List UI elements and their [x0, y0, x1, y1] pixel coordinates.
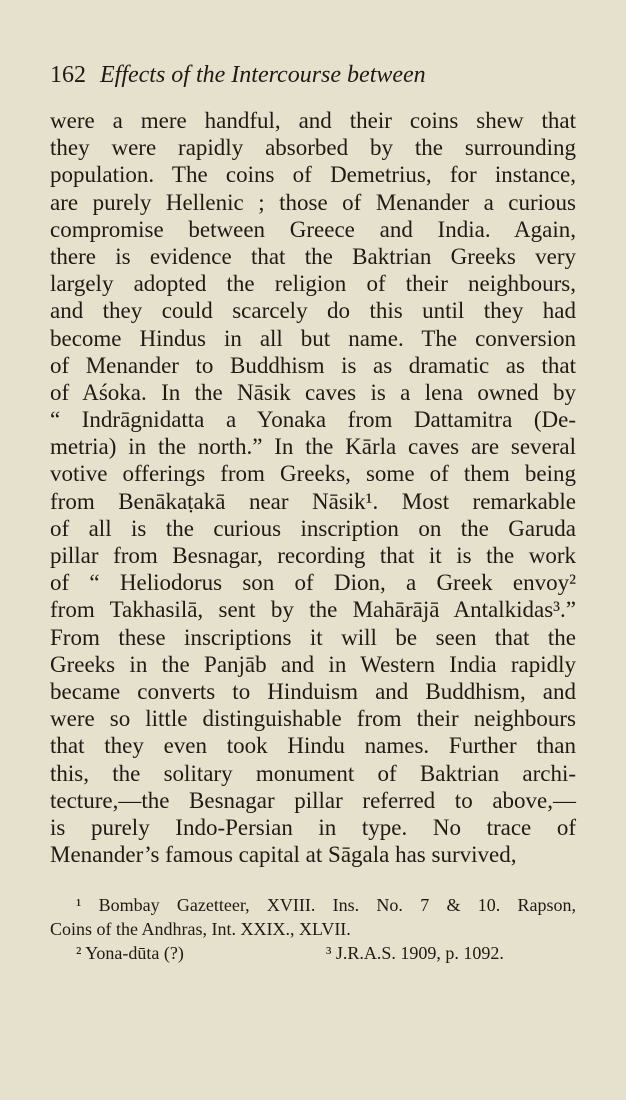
- text-line: of all is the curious inscription on the Garuda: [50, 515, 576, 541]
- text-line: From these inscriptions it will be seen that the: [50, 624, 576, 650]
- text-line: population. The coins of Demetrius, for instance,: [50, 162, 576, 188]
- text-line: pillar from Besnagar, recording that it is the work: [50, 543, 576, 568]
- text-line: compromise between Greece and India. Again,: [50, 216, 576, 242]
- text-line: from Benākaṭakā near Nāsik¹. Most remarkable: [50, 488, 576, 514]
- text-line: are purely Hellenic ; those of Menander a curious: [50, 189, 576, 215]
- text-line: is purely Indo-Persian in type. No trace of: [50, 814, 576, 840]
- page-header: [50, 60, 426, 90]
- text-line: and they could scarcely do this until they had: [50, 298, 576, 324]
- footnote-2: ² Yona-dūta (?): [76, 943, 184, 963]
- text-line: Menander’s famous capital at Sāgala has survived,: [50, 842, 517, 868]
- text-line: became converts to Hinduism and Buddhism, and: [50, 678, 576, 704]
- text-line: largely adopted the religion of their neighbours,: [50, 271, 576, 297]
- footnote-1-line-2: Coins of the Andhras, Int. XXIX., XLVII.: [50, 919, 351, 939]
- text-line: become Hindus in all but name. The conversion: [50, 325, 576, 351]
- text-line: of Menander to Buddhism is as dramatic as that: [50, 352, 576, 378]
- text-line: they were rapidly absorbed by the surrounding: [50, 135, 576, 161]
- text-line: Greeks in the Panjāb and in Western India rapidly: [50, 651, 576, 677]
- footnote-3: ³ J.R.A.S. 1909, p. 1092.: [326, 943, 504, 963]
- running-title: Effects of the Intercourse between: [100, 62, 426, 88]
- text-line: metria) in the north.” In the Kārla caves are several: [50, 434, 576, 460]
- footnote-1-line-1: ¹ Bombay Gazetteer, XVIII. Ins. No. 7 & 10. Rapson,: [76, 895, 576, 915]
- text-line: “ Indrāgnidatta a Yonaka from Dattamitra (De-: [50, 407, 576, 433]
- page-number: 162: [50, 62, 86, 88]
- text-line: were so little distinguishable from their neighbours: [50, 706, 576, 732]
- text-line: tecture,—the Besnagar pillar referred to above,—: [50, 787, 576, 813]
- text-line: were a mere handful, and their coins shew that: [50, 108, 576, 133]
- text-line: there is evidence that the Baktrian Greeks very: [50, 243, 576, 269]
- text-line: that they even took Hindu names. Further than: [50, 733, 576, 759]
- footnote-row-2-3: [50, 941, 576, 965]
- text-line: of “ Heliodorus son of Dion, a Greek envoy²: [50, 570, 576, 596]
- footnotes: [50, 893, 576, 965]
- body-text: [50, 107, 576, 868]
- text-line: of Aśoka. In the Nāsik caves is a lena owned by: [50, 379, 576, 405]
- text-line: this, the solitary monument of Baktrian archi-: [50, 760, 576, 786]
- text-line: votive offerings from Greeks, some of them being: [50, 461, 576, 487]
- text-line: from Takhasilā, sent by the Mahārājā Antalkidas³.”: [50, 597, 576, 623]
